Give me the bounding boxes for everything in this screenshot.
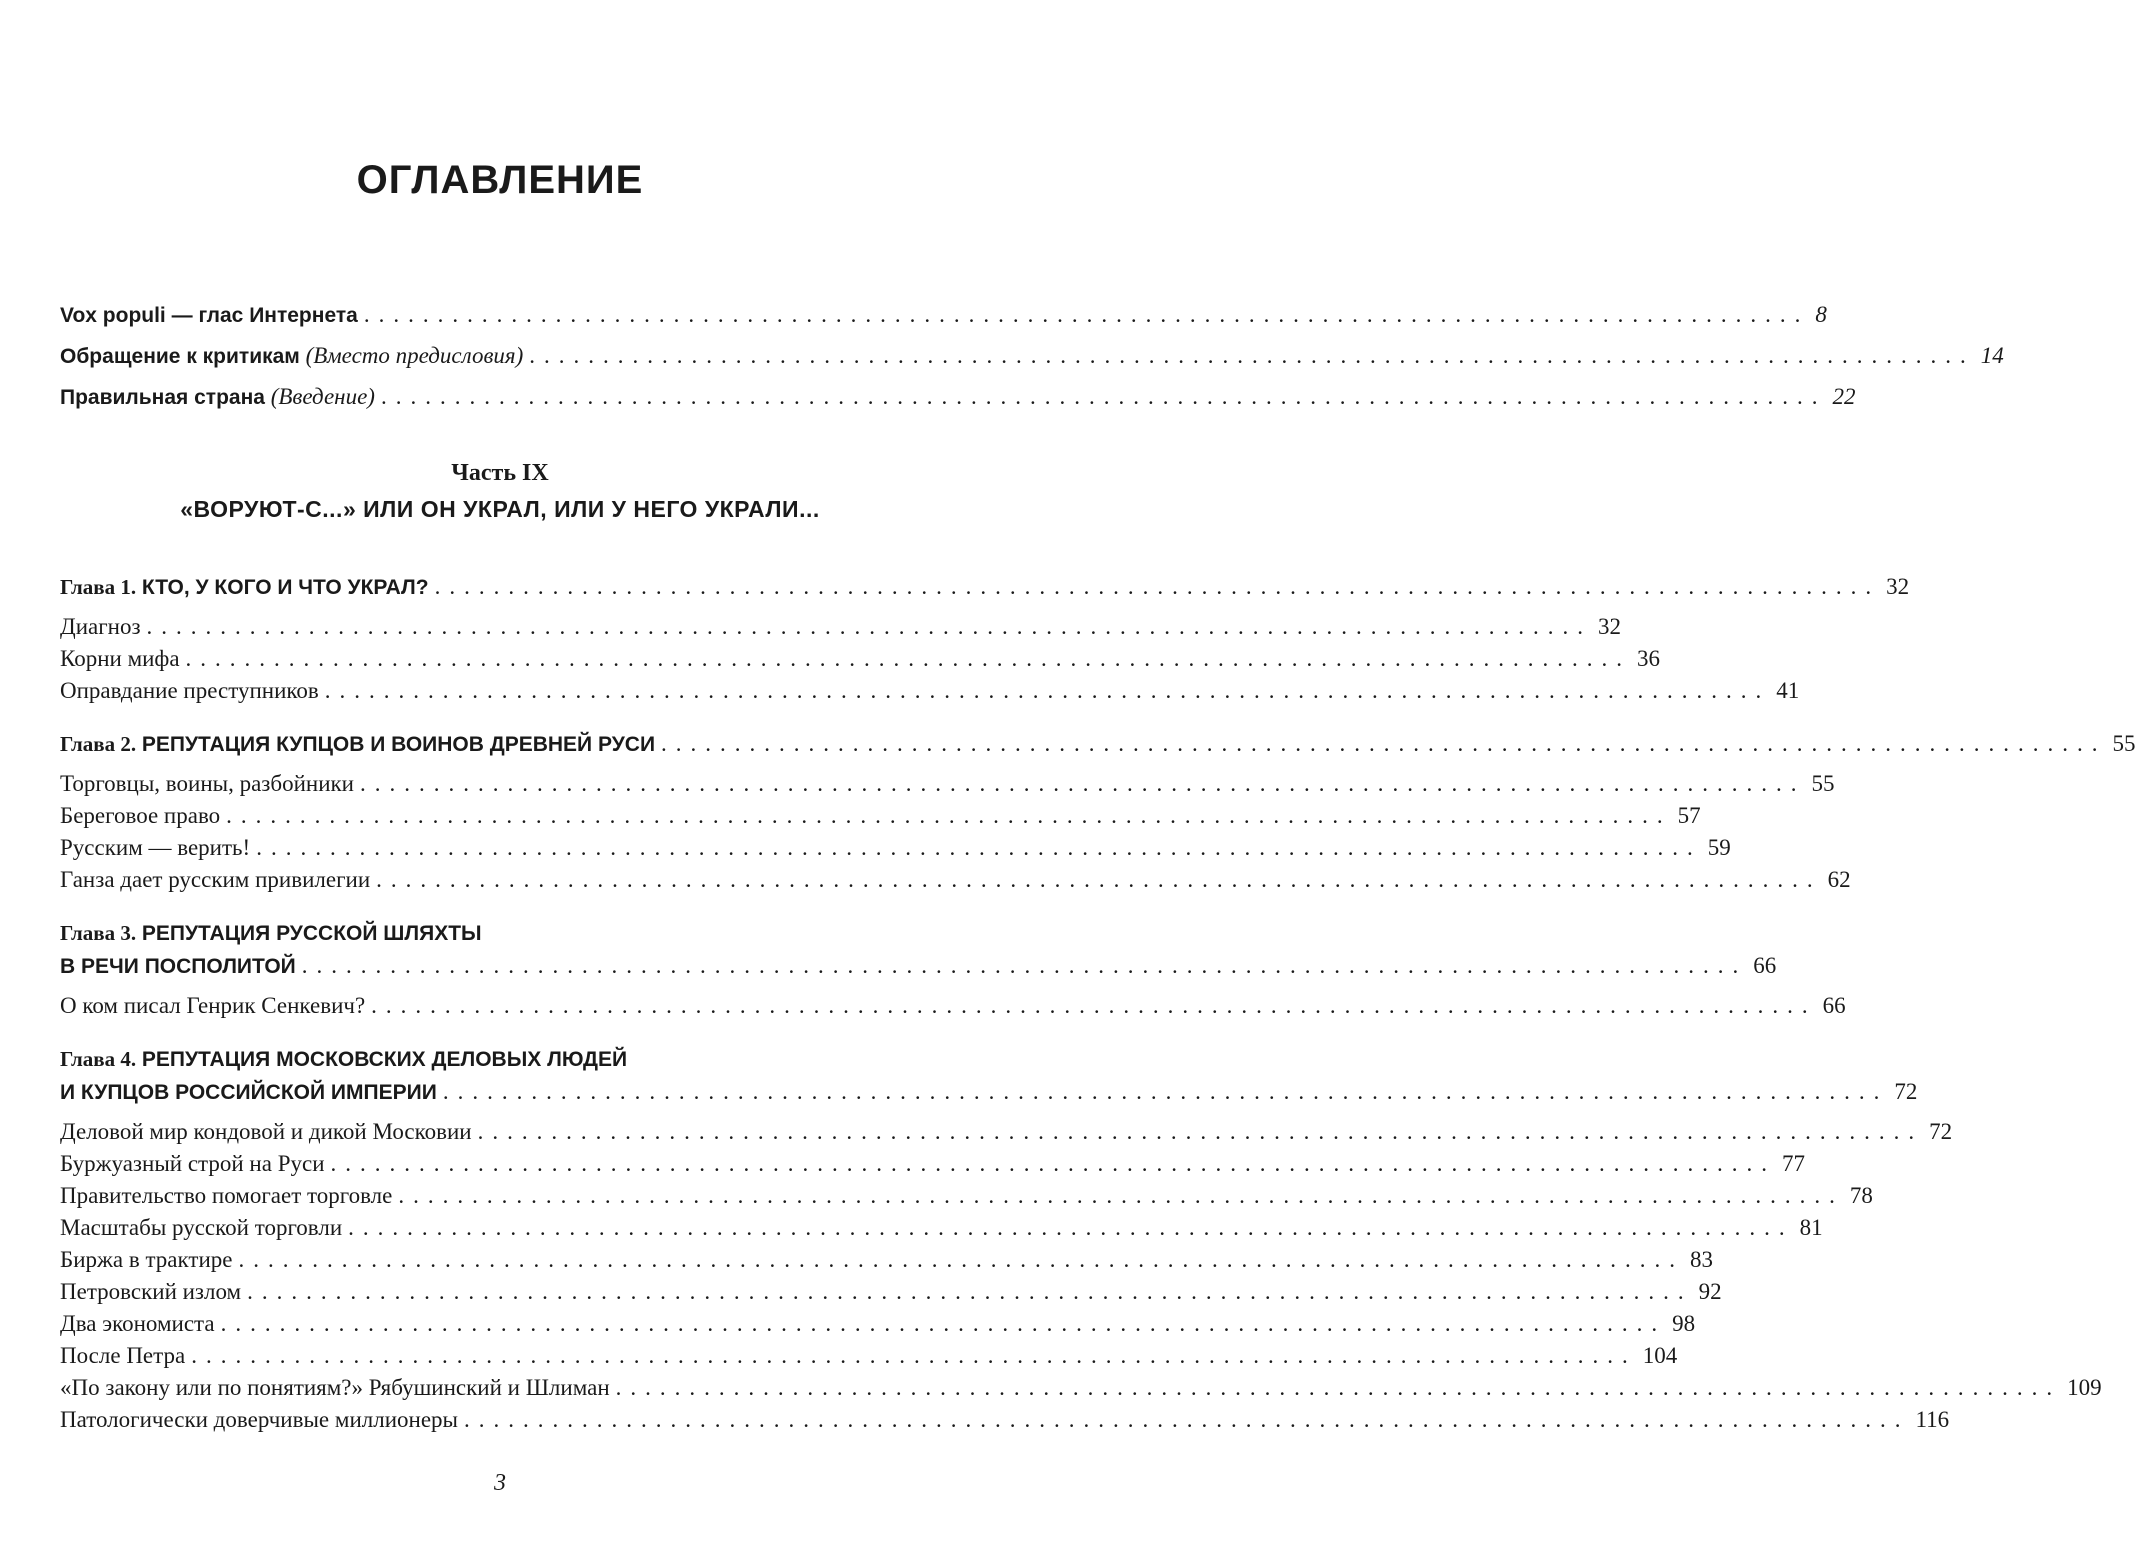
section-entry[interactable] [60, 867, 1851, 893]
entry-page: 98 [1672, 1311, 1696, 1336]
leader-dots: .................................................................................................. [324, 678, 1771, 703]
entry-page: 32 [1886, 574, 1910, 599]
section-title: Русским — верить! [60, 835, 251, 860]
leader-dots: .................................................................................................. [615, 1375, 2062, 1400]
chapter-entry[interactable] [60, 953, 1777, 979]
leader-dots: .................................................................................................. [529, 343, 1975, 368]
leader-dots: .................................................................................................. [256, 835, 1702, 860]
entry-page: 62 [1827, 867, 1851, 892]
section-entry[interactable] [60, 1279, 1722, 1305]
section-entry[interactable] [60, 993, 1846, 1019]
section-title: «По закону или по понятиям?» Рябушинский и Шлиман [60, 1375, 610, 1400]
page-number: 3 [494, 1470, 506, 1496]
entry-page: 57 [1677, 803, 1701, 828]
leader-dots: .................................................................................................. [226, 803, 1672, 828]
page-title: ОГЛАВЛЕНИЕ [356, 158, 644, 202]
leader-dots: .................................................................................................. [247, 1279, 1693, 1304]
leader-dots: .................................................................................................. [220, 1311, 1667, 1336]
chapter-entry[interactable] [60, 574, 1910, 600]
section-title: Диагноз [60, 614, 141, 639]
chapter-label: Глава 2. [60, 732, 137, 756]
leader-dots: .................................................................................................. [185, 646, 1632, 671]
toc-entry[interactable] [60, 302, 1827, 328]
entry-page: 66 [1753, 953, 1777, 978]
section-entry[interactable] [60, 1119, 1953, 1145]
entry-page: 55 [1811, 771, 1835, 796]
entry-page: 78 [1849, 1183, 1873, 1208]
leader-dots: .................................................................................................. [330, 1151, 1777, 1176]
section-title: Петровский излом [60, 1279, 242, 1304]
leader-dots: .................................................................................................. [442, 1079, 1889, 1104]
chapter-heading-line [60, 1046, 627, 1072]
chapter-title-line: РЕПУТАЦИЯ РУССКОЙ ШЛЯХТЫ [141, 922, 482, 945]
entry-title: Vox populi — глас Интернета [60, 304, 358, 327]
entry-page: 41 [1776, 678, 1800, 703]
leader-dots: .................................................................................................. [376, 867, 1822, 892]
chapter-heading-line [60, 920, 482, 946]
section-title: Биржа в трактире [60, 1247, 233, 1272]
section-entry[interactable] [60, 1311, 1696, 1337]
leader-dots: .................................................................................................. [359, 771, 1806, 796]
section-title: Правительство помогает торговле [60, 1183, 393, 1208]
entry-page: 32 [1598, 614, 1622, 639]
part-label: Часть IX [451, 460, 549, 486]
entry-page: 72 [1929, 1119, 1953, 1144]
section-entry[interactable] [60, 1151, 1806, 1177]
section-entry[interactable] [60, 1407, 1950, 1433]
section-entry[interactable] [60, 1343, 1678, 1369]
entry-title: Правильная страна [60, 386, 265, 409]
leader-dots: .................................................................................................. [348, 1215, 1794, 1240]
section-title: Два экономиста [60, 1311, 215, 1336]
entry-title: Обращение к критикам [60, 345, 300, 368]
section-title: Ганза дает русским привилегии [60, 867, 371, 892]
chapter-label: Глава 3. [60, 921, 137, 945]
entry-page: 66 [1822, 993, 1846, 1018]
section-entry[interactable] [60, 803, 1701, 829]
section-title: Патологически доверчивые миллионеры [60, 1407, 458, 1432]
section-entry[interactable] [60, 614, 1622, 640]
section-title: О ком писал Генрик Сенкевич? [60, 993, 366, 1018]
entry-page: 92 [1698, 1279, 1722, 1304]
leader-dots: .................................................................................................. [363, 302, 1810, 327]
section-entry[interactable] [60, 678, 1800, 704]
section-title: Корни мифа [60, 646, 180, 671]
leader-dots: .................................................................................................. [434, 574, 1881, 599]
part-title: «ВОРУЮТ-С...» ИЛИ ОН УКРАЛ, ИЛИ У НЕГО УКРАЛИ... [180, 496, 820, 522]
chapter-title: РЕПУТАЦИЯ КУПЦОВ И ВОИНОВ ДРЕВНЕЙ РУСИ [141, 733, 656, 756]
leader-dots: .................................................................................................. [146, 614, 1593, 639]
chapter-title-line: РЕПУТАЦИЯ МОСКОВСКИХ ДЕЛОВЫХ ЛЮДЕЙ [141, 1048, 628, 1071]
entry-page: 104 [1642, 1343, 1678, 1368]
entry-page: 55 [2112, 731, 2136, 756]
section-title: Буржуазный строй на Руси [60, 1151, 325, 1176]
section-title: После Петра [60, 1343, 186, 1368]
toc-entry[interactable] [60, 384, 1856, 410]
entry-page: 109 [2067, 1375, 2102, 1400]
entry-page: 36 [1637, 646, 1661, 671]
section-entry[interactable] [60, 771, 1835, 797]
section-entry[interactable] [60, 1215, 1823, 1241]
leader-dots: .................................................................................................. [238, 1247, 1684, 1272]
entry-page: 77 [1782, 1151, 1806, 1176]
leader-dots: .................................................................................................. [301, 953, 1748, 978]
leader-dots: .................................................................................................. [477, 1119, 1924, 1144]
toc-entry[interactable] [60, 343, 2004, 369]
leader-dots: .................................................................................................. [380, 384, 1827, 409]
entry-subtitle: (Вместо предисловия) [305, 343, 524, 368]
chapter-entry[interactable] [60, 1079, 1918, 1105]
entry-page: 22 [1832, 384, 1856, 409]
section-title: Деловой мир кондовой и дикой Московии [60, 1119, 472, 1144]
section-title: Торговцы, воины, разбойники [60, 771, 354, 796]
section-entry[interactable] [60, 835, 1731, 861]
entry-page: 14 [1980, 343, 2004, 368]
chapter-entry[interactable] [60, 731, 2136, 757]
leader-dots: .................................................................................................. [464, 1407, 1910, 1432]
leader-dots: .................................................................................................. [661, 731, 2107, 756]
section-title: Масштабы русской торговли [60, 1215, 343, 1240]
entry-page: 116 [1915, 1407, 1950, 1432]
entry-page: 59 [1707, 835, 1731, 860]
entry-page: 72 [1894, 1079, 1918, 1104]
section-entry[interactable] [60, 1375, 2102, 1401]
section-title: Береговое право [60, 803, 221, 828]
chapter-label: Глава 1. [60, 575, 137, 599]
entry-page: 83 [1689, 1247, 1713, 1272]
chapter-title-line: И КУПЦОВ РОССИЙСКОЙ ИМПЕРИИ [60, 1081, 437, 1104]
chapter-title: КТО, У КОГО И ЧТО УКРАЛ? [141, 576, 429, 599]
chapter-label: Глава 4. [60, 1047, 137, 1071]
entry-subtitle: (Введение) [270, 384, 375, 409]
section-entry[interactable] [60, 646, 1661, 672]
leader-dots: .................................................................................................. [398, 1183, 1844, 1208]
entry-page: 81 [1799, 1215, 1823, 1240]
entry-page: 8 [1815, 302, 1827, 327]
leader-dots: .................................................................................................. [371, 993, 1817, 1018]
section-entry[interactable] [60, 1247, 1713, 1273]
leader-dots: .................................................................................................. [191, 1343, 1637, 1368]
section-title: Оправдание преступников [60, 678, 319, 703]
section-entry[interactable] [60, 1183, 1873, 1209]
chapter-title-line: В РЕЧИ ПОСПОЛИТОЙ [60, 955, 296, 978]
